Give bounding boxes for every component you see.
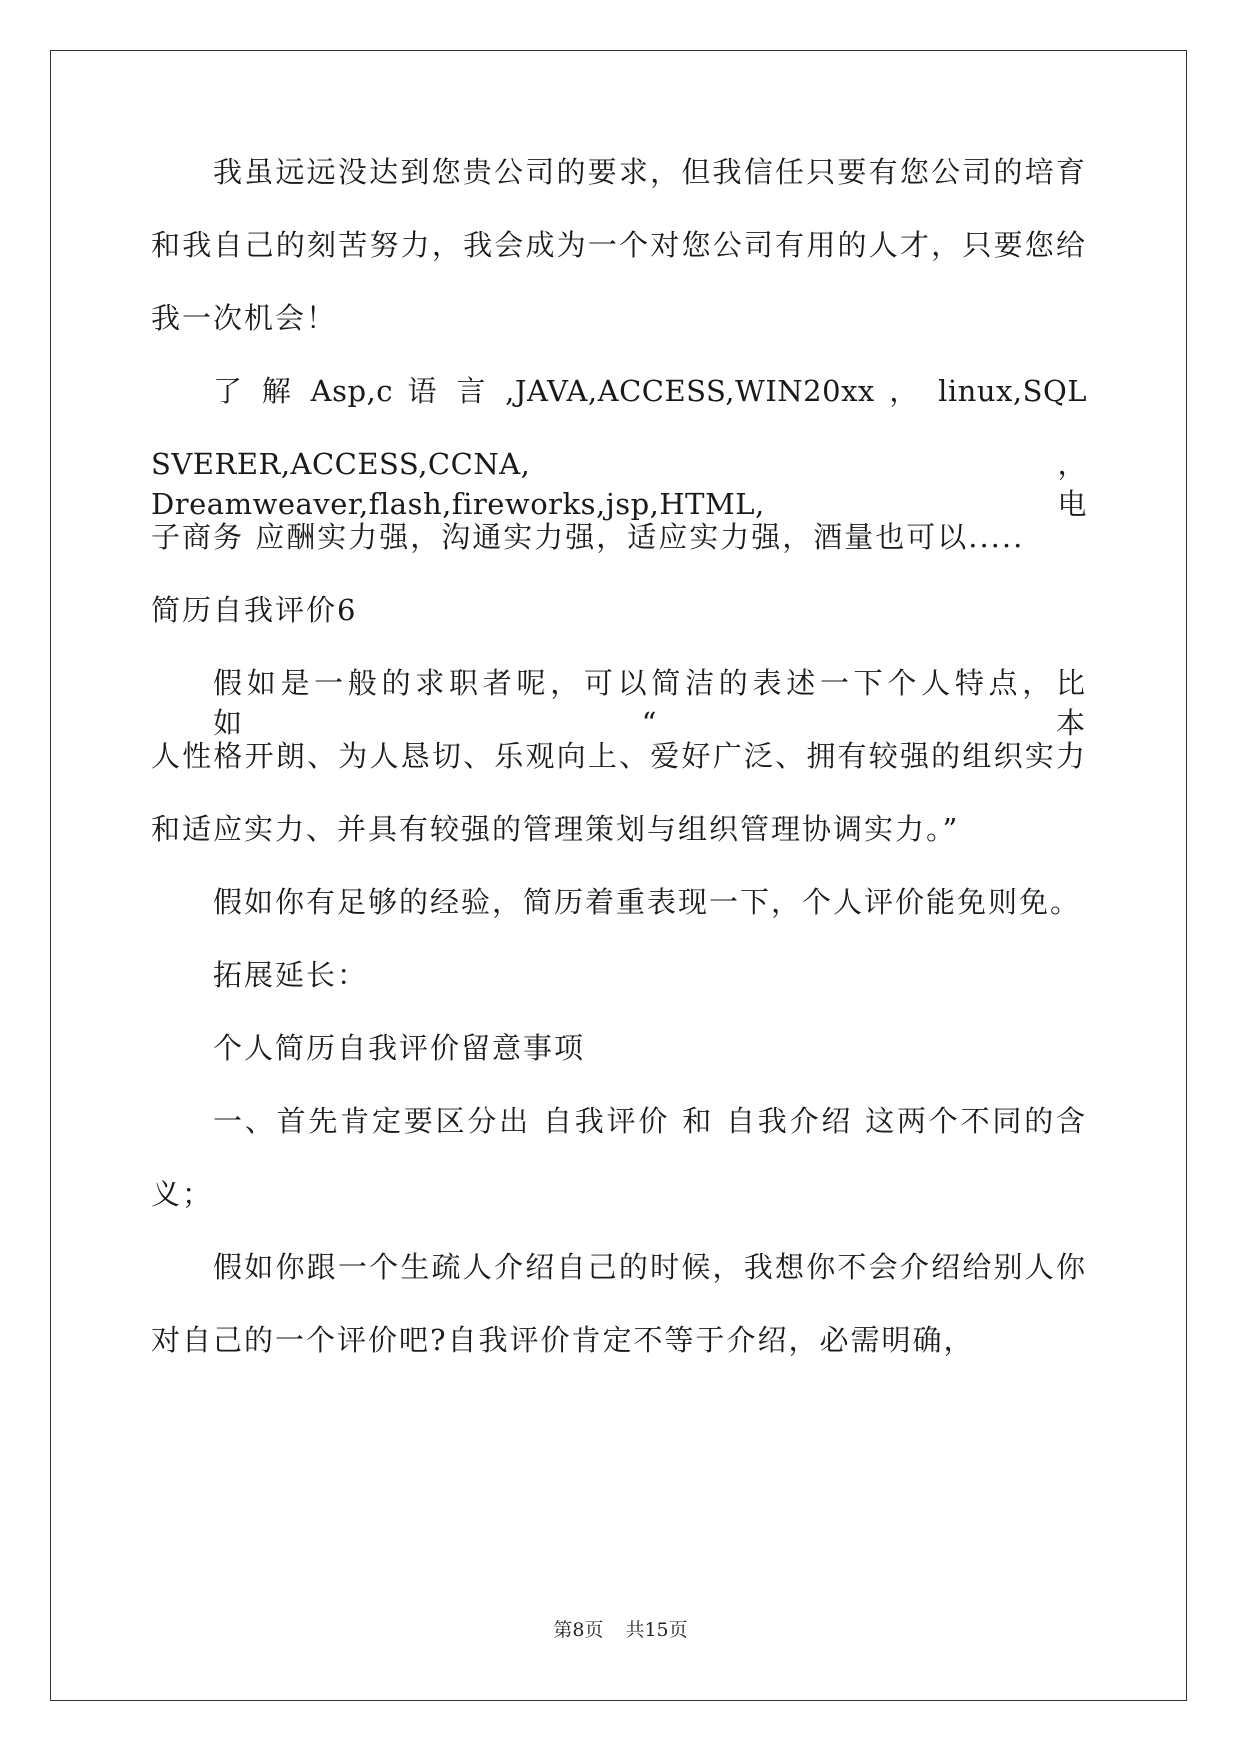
paragraph-line: 和我自己的刻苦努力，我会成为一个对您公司有用的人才，只要您给	[151, 228, 1087, 262]
paragraph-line: 子商务 应酬实力强，沟通实力强，适应实力强，酒量也可以.....	[151, 520, 1025, 554]
paragraph-line: 我一次机会！	[151, 301, 338, 335]
paragraph-line: 了 解 Asp,c 语 言 ,JAVA,ACCESS,WIN20xx ， linux,SQL	[213, 374, 1087, 408]
paragraph-line: 和适应实力、并具有较强的管理策划与组织管理协调实力。”	[151, 812, 960, 846]
paragraph-line: 假如是一般的求职者呢，可以简洁的表述一下个人特点，比如“本	[213, 666, 1087, 740]
page-footer	[0, 1618, 1241, 1642]
paragraph-line: 人性格开朗、为人恳切、乐观向上、爱好广泛、拥有较强的组织实力	[151, 739, 1087, 773]
paragraph-line: 一、首先肯定要区分出 自我评价 和 自我介绍 这两个不同的含	[213, 1104, 1087, 1138]
paragraph-line: 假如你跟一个生疏人介绍自己的时候，我想你不会介绍给别人你	[213, 1250, 1087, 1284]
paragraph-line: SVERER,ACCESS,CCNA,，Dreamweaver,flash,fireworks,jsp,HTML,电	[151, 447, 1087, 521]
page-total: 共15页	[625, 1619, 688, 1641]
paragraph-line: 假如你有足够的经验，简历着重表现一下，个人评价能免则免。	[213, 885, 1082, 919]
paragraph-line: 对自己的一个评价吧?自我评价肯定不等于介绍，必需明确，	[151, 1323, 975, 1357]
page-number: 第8页	[553, 1619, 604, 1641]
section-heading: 简历自我评价6	[151, 593, 358, 627]
paragraph-line: 拓展延长：	[213, 958, 369, 992]
paragraph-line: 个人简历自我评价留意事项	[213, 1031, 586, 1065]
paragraph-line: 我虽远远没达到您贵公司的要求，但我信任只要有您公司的培育	[213, 155, 1087, 189]
paragraph-line: 义；	[151, 1177, 214, 1211]
